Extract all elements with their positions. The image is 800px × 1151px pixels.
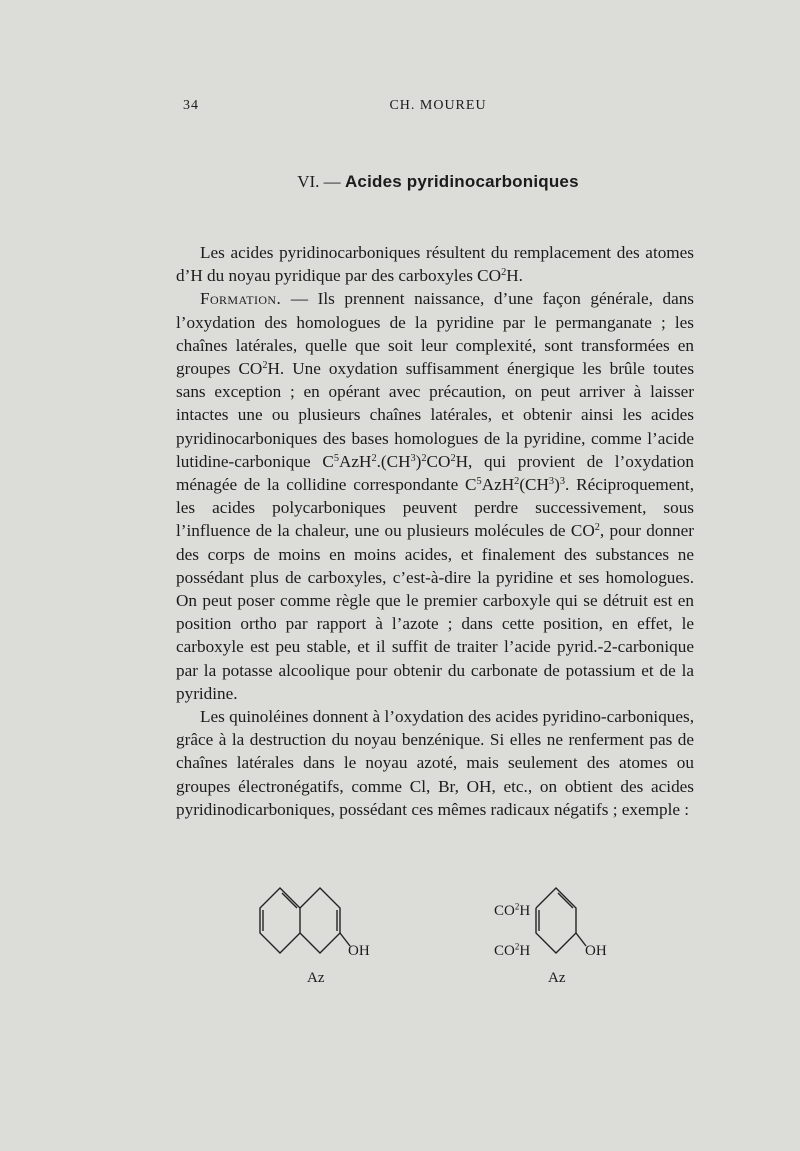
paragraph-definition: Les acides pyridinocarboniques résultent du remplacement des atomes d’H du noyau pyridique par des carboxyles $CO^2H$. xyxy=(176,243,694,286)
paragraph-formation: Formation. — Ils prennent naissance, d’une façon générale, dans l’oxydation des homologues de la pyridine par le permanganate ; les chaînes latérales, quelle que soit leur complexité, sont transformées en groupes $CO^2H$. Une oxydation suffisamment énergique les brûle toutes sans exception ; en opérant avec précaution, on peut arriver à laisser intactes une ou plusieurs chaînes latérales, et obtenir ainsi les acides pyridinocarboniques des bases homologues de la pyridine, comme l’acide lutidine-carbonique $C^5AzH^2.(CH^3)^2CO^2H$, qui provient de l’oxydation ménagée de la collidine correspondante $C^5AzH^2(CH^3)^3$. Réciproquement, les acides polycarboniques peuvent perdre successivement, sous l’influence de la chaleur, une ou plusieurs molécules de $CO^2$, pour donner des corps de moins en moins acides, et finalement des substances ne possédant plus de carboxyles, c’est-à-dire la pyridine et ses homologues. On peut poser comme règle que le premier carboxyle qui se détruit est en position ortho par rapport à l’azote ; dans cette position, en effet, le carboxyle est peu stable, et il suffit de traiter l’acide pyrid.-2-carbonique par la potasse alcoolique pour obtenir du carbonate de potassium et de la pyridine. xyxy=(176,289,695,703)
left-benzene-ring xyxy=(260,888,300,953)
section-title-text: Acides pyridinocarboniques xyxy=(344,172,579,191)
right-co2h-top-label: $CO^2H$ xyxy=(494,901,531,919)
section-title xyxy=(183,172,693,192)
page-header xyxy=(183,98,693,120)
running-head: CH. MOUREU xyxy=(389,98,487,113)
left-pyridine-ring xyxy=(300,888,340,953)
formula-drawings xyxy=(0,880,800,990)
right-co2h-bottom-label: $CO^2H$ xyxy=(494,941,531,959)
structural-formulas xyxy=(0,880,800,990)
paragraph-quinolines: Les quinoléines donnent à l’oxydation des acides pyridino-carboniques, grâce à la destruction du noyau benzénique. Si elles ne renferment pas de chaînes latérales dans le noyau azoté, mais seulement des atomes ou groupes électronégatifs, comme Cl, Br, OH, etc., on obtient des acides pyridinodicarboniques, possédant ces mêmes radicaux négatifs ; exemple : xyxy=(176,707,694,819)
right-oh-label: OH xyxy=(585,943,607,959)
body-text xyxy=(176,241,694,821)
section-number: VI. — xyxy=(297,172,341,191)
left-oh-label: OH xyxy=(348,943,370,959)
left-az-label: Az xyxy=(307,970,325,986)
right-pyridine-ring xyxy=(536,888,576,953)
page-number: 34 xyxy=(183,98,199,113)
formation-label: Formation. xyxy=(200,289,282,309)
right-az-label: Az xyxy=(548,970,566,986)
